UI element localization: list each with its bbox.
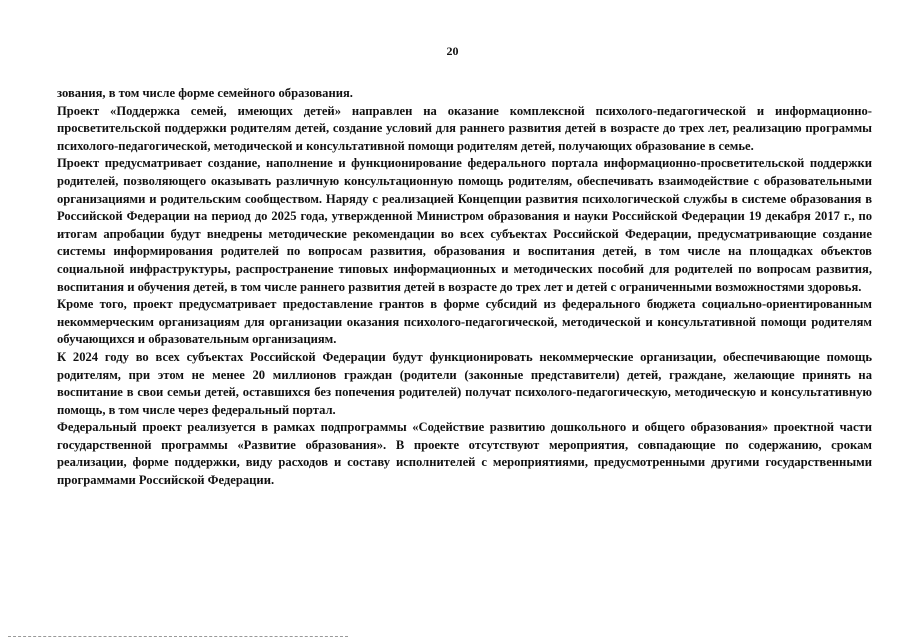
- document-body: [57, 85, 872, 490]
- page-number: 20: [446, 44, 459, 58]
- paragraph-2024-goals: К 2024 году во всех субъектах Российской Федерации будут функционировать некоммерческие организации, обеспечивающие помощь родителям, при этом не менее 20 миллионов граждан (родители (законные представители) детей, граждане, желающие принять на воспитание в свои семьи детей, оставшихся без попечения родителей) получат психолого-педагогическую, методическую и консультативную помощь, в том числе через федеральный портал.: [57, 349, 872, 417]
- paragraph-continuation: зования, в том числе форме семейного образования.: [57, 86, 353, 100]
- paragraph-federal-project: Федеральный проект реализуется в рамках подпрограммы «Содействие развитию дошкольного и общего образования» проектной части государственной программы «Развитие образования». В проекте отсутствуют мероприятия, совпадающие по содержанию, срокам реализации, форме поддержки, виду расходов и составу исполнителей с мероприятиями, предусмотренными другими государственными программами Российской Федерации.: [57, 420, 872, 488]
- paragraph-portal: Проект предусматривает создание, наполнение и функционирование федерального портала информационно-просветительской поддержки родителей, позволяющего оказывать различную консультационную помощь родителям, обеспечивать взаимодействие с образовательными организациями и родительским сообществом. Наряду с реализацией Концепции развития психологической службы в системе образования в Российской Федерации на период до 2025 года, утвержденной Министром образования и науки Российской Федерации 19 декабря 2017 г., по итогам апробации будут внедрены методические рекомендации во всех субъектах Российской Федерации, предусматривающие создание системы информирования родителей по вопросам развития, образования и воспитания детей, в том числе на площадках объектов социальной инфраструктуры, распространение типовых информационных и методических пособий для родителей по вопросам развития, воспитания и обучения детей, в том числе раннего развития детей в возрасте до трех лет и детей с ограниченными возможностями здоровья.: [57, 156, 872, 294]
- scan-edge-divider: [8, 635, 348, 637]
- paragraph-project-overview: Проект «Поддержка семей, имеющих детей» направлен на оказание комплексной психолого-педагогической и информационно-просветительской поддержки родителям детей, создание условий для раннего развития детей в возрасте до трех лет, реализацию программы психолого-педагогической, методической и консультативной помощи родителям детей, получающих образование в семье.: [57, 103, 872, 153]
- paragraph-grants: Кроме того, проект предусматривает предоставление грантов в форме субсидий из федерального бюджета социально-ориентированным некоммерческим организациям для организации оказания психолого-педагогической, методической и консультативной помощи родителям обучающихся и образовательным организациям.: [57, 297, 872, 347]
